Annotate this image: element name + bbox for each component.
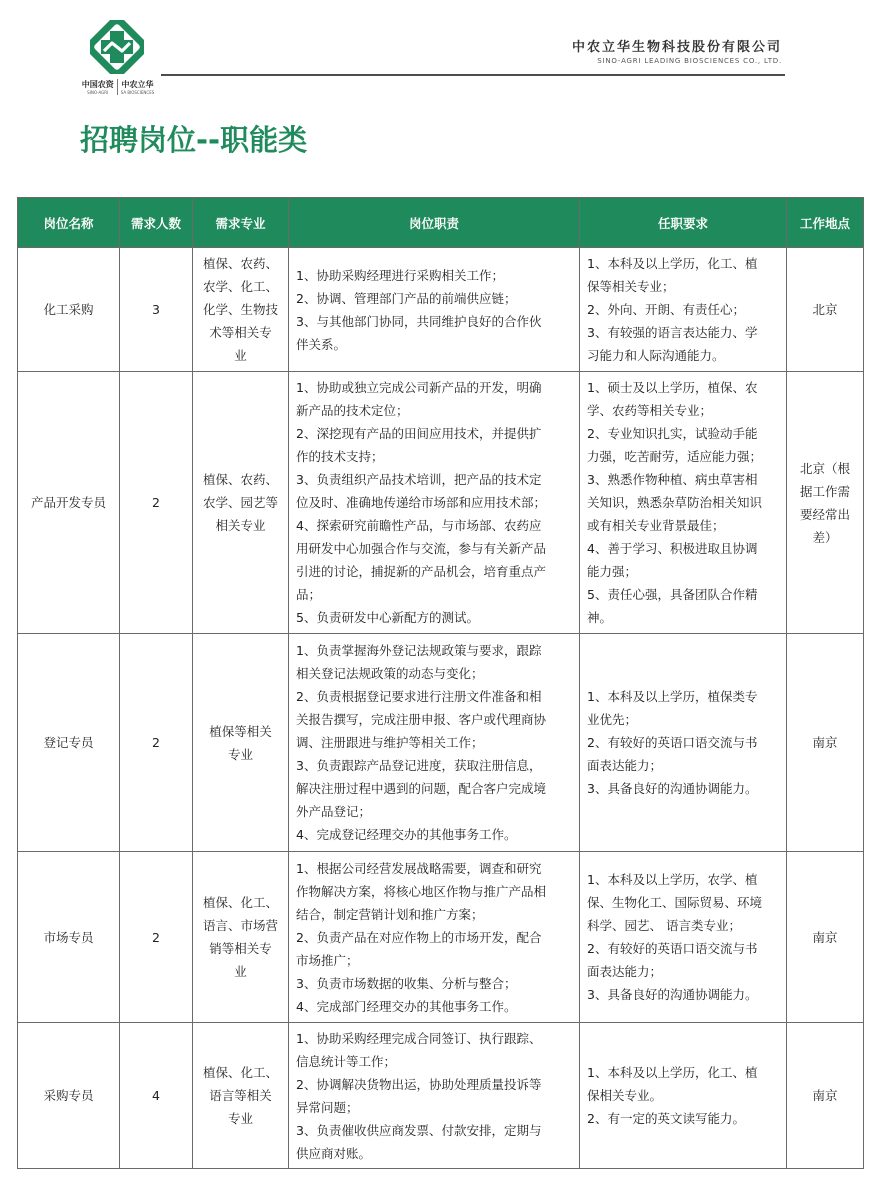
duty-line: 关报告撰写，完成注册申报、客户或代理商协 — [296, 712, 547, 727]
requirement-line: 学、农药等相关专业； — [587, 403, 713, 418]
table-row — [18, 634, 864, 852]
requirement-line: 能力强； — [587, 564, 638, 579]
requirement-line: 3、具备良好的沟通协调能力。 — [587, 781, 758, 796]
logo-en-right: SA BIOSCIENCES — [120, 89, 155, 95]
company-name-cn: 中农立华生物科技股份有限公司 — [571, 40, 782, 55]
duty-line: 用研发中心加强合作与交流，参与有关新产品 — [296, 541, 547, 556]
major-line: 化学、生物技 — [202, 302, 278, 317]
major-line: 语言等相关 — [209, 1088, 272, 1103]
location-line: 南京 — [812, 735, 838, 750]
major-line: 植保、化工、 — [202, 895, 278, 910]
header-major: 需求专业 — [193, 198, 289, 248]
page-title: 招聘岗位--职能类 — [80, 123, 308, 157]
logo-mark-icon — [90, 20, 144, 74]
header-requirements: 任职要求 — [580, 198, 787, 248]
location-line: 南京 — [812, 1088, 838, 1103]
major-line: 植保等相关 — [209, 723, 272, 739]
company-name-en: SINO-AGRI LEADING BIOSCIENCES CO., LTD. — [597, 57, 782, 65]
requirement-line: 1、本科及以上学历，化工、植 — [587, 1065, 758, 1080]
major-line: 相关专业 — [215, 518, 266, 533]
duty-line: 1、协助采购经理进行采购相关工作； — [296, 267, 504, 283]
cell-requirements — [580, 852, 787, 1023]
header-count: 需求人数 — [120, 198, 193, 248]
major-line: 植保、化工、 — [202, 1065, 278, 1080]
duty-line: 2、负责产品在对应作物上的市场开发，配合 — [296, 929, 542, 945]
requirement-line: 科学、园艺、 语言类专业； — [587, 918, 741, 933]
job-table — [17, 197, 864, 1169]
location-line: 据工作需 — [799, 483, 850, 499]
cell-count: 2 — [120, 852, 193, 1023]
requirement-line: 3、有较强的语言表达能力、学 — [587, 325, 758, 340]
duty-line: 结合，制定营销计划和推广方案； — [296, 906, 484, 922]
requirement-line: 2、外向、开朗、有责任心； — [587, 302, 745, 317]
logo-en-left: SINO-AGRI — [87, 89, 109, 95]
requirement-line: 神。 — [587, 610, 613, 625]
cell-position: 化工采购 — [18, 248, 120, 372]
major-line: 销等相关专 — [209, 941, 272, 956]
requirement-line: 保、生物化工、国际贸易、环境 — [587, 895, 763, 910]
duty-line: 4、完成部门经理交办的其他事务工作。 — [296, 998, 517, 1014]
requirement-line: 1、硕士及以上学历，植保、农 — [587, 380, 758, 395]
requirement-line: 1、本科及以上学历，植保类专 — [587, 689, 758, 704]
header-position: 岗位名称 — [18, 198, 120, 248]
duty-line: 引进的讨论，捕捉新的产品机会，培育重点产 — [296, 564, 547, 579]
duty-line: 3、与其他部门协同，共同维护良好的合作伙 — [296, 313, 542, 329]
requirement-line: 业优先； — [587, 712, 638, 727]
duty-line: 3、负责跟踪产品登记进度，获取注册信息， — [296, 758, 542, 773]
cell-major — [193, 248, 289, 372]
requirement-line: 面表达能力； — [587, 758, 663, 773]
cell-duties — [289, 852, 580, 1023]
cell-count: 4 — [120, 1023, 193, 1169]
major-line: 专业 — [227, 1111, 253, 1126]
requirement-line: 2、专业知识扎实，试验动手能 — [587, 426, 758, 441]
duty-line: 解决注册过程中遇到的问题，配合客户完成境 — [296, 781, 547, 796]
duty-line: 1、协助或独立完成公司新产品的开发，明确 — [296, 380, 542, 395]
requirement-line: 或有相关专业背景最佳； — [587, 518, 725, 533]
requirement-line: 1、本科及以上学历，化工、植 — [587, 256, 758, 271]
requirement-line: 2、有较好的英语口语交流与书 — [587, 941, 758, 956]
cell-location — [787, 1023, 864, 1169]
requirement-line: 2、有较好的英语口语交流与书 — [587, 735, 758, 750]
major-line: 植保、农药、 — [202, 472, 278, 487]
duty-line: 4、探索研究前瞻性产品，与市场部、农药应 — [296, 518, 542, 533]
cell-position: 市场专员 — [18, 852, 120, 1023]
location-line: 北京（根 — [799, 460, 850, 476]
major-line: 语言、市场营 — [202, 918, 278, 933]
requirement-line: 面表达能力； — [587, 964, 663, 979]
cell-requirements — [580, 634, 787, 852]
logo-cn-right: 中农立华 — [121, 79, 154, 89]
requirement-line: 3、具备良好的沟通协调能力。 — [587, 987, 758, 1002]
company-logo — [70, 20, 166, 102]
location-line: 南京 — [812, 929, 838, 945]
duty-line: 作的技术支持； — [296, 449, 384, 464]
logo-cn-left: 中国农资 — [81, 79, 114, 89]
table-row — [18, 372, 864, 634]
cell-duties — [289, 1023, 580, 1169]
major-line: 业 — [234, 348, 247, 363]
requirement-line: 力强，吃苦耐劳，适应能力强； — [587, 449, 763, 464]
duty-line: 作物解决方案，将核心地区作物与推广产品相 — [296, 883, 547, 899]
duty-line: 市场推广； — [296, 952, 359, 968]
cell-count: 2 — [120, 634, 193, 852]
header-location: 工作地点 — [787, 198, 864, 248]
cell-location — [787, 634, 864, 852]
cell-requirements — [580, 372, 787, 634]
requirement-line: 保等相关专业； — [587, 279, 675, 294]
cell-duties — [289, 372, 580, 634]
table-row — [18, 1023, 864, 1169]
requirement-line: 关知识，熟悉杂草防治相关知识 — [587, 495, 763, 510]
cell-position: 采购专员 — [18, 1023, 120, 1169]
major-line: 植保、农药、 — [202, 256, 278, 271]
duty-line: 供应商对账。 — [296, 1145, 372, 1161]
requirement-line: 保相关专业。 — [587, 1088, 663, 1103]
cell-requirements — [580, 248, 787, 372]
cell-requirements — [580, 1023, 787, 1169]
cell-major — [193, 1023, 289, 1169]
duty-line: 位及时、准确地传递给市场部和应用技术部； — [296, 495, 547, 510]
cell-location — [787, 852, 864, 1023]
major-line: 农学、化工、 — [202, 279, 278, 294]
requirement-line: 习能力和人际沟通能力。 — [587, 348, 725, 363]
location-line: 要经常出 — [799, 506, 850, 522]
duty-line: 2、协调解决货物出运，协助处理质量投诉等 — [296, 1076, 542, 1092]
logo-wordmark — [70, 76, 166, 98]
cell-count: 2 — [120, 372, 193, 634]
cell-duties — [289, 248, 580, 372]
major-line: 农学、园艺等 — [202, 495, 278, 510]
table-header-row — [18, 198, 864, 248]
cell-position: 登记专员 — [18, 634, 120, 852]
cell-major — [193, 852, 289, 1023]
duty-line: 新产品的技术定位； — [296, 403, 409, 418]
requirement-line: 5、责任心强，具备团队合作精 — [587, 587, 758, 602]
cell-location — [787, 372, 864, 634]
company-name-block — [572, 40, 782, 66]
major-line: 专业 — [227, 746, 253, 762]
duty-line: 信息统计等工作； — [296, 1053, 397, 1069]
location-line: 差） — [812, 529, 838, 545]
duty-line: 4、完成登记经理交办的其他事务工作。 — [296, 827, 517, 842]
logo-separator — [117, 79, 118, 95]
duty-line: 3、负责市场数据的收集、分析与整合； — [296, 975, 517, 991]
cell-position: 产品开发专员 — [18, 372, 120, 634]
duty-line: 3、负责组织产品技术培训，把产品的技术定 — [296, 472, 542, 487]
duty-line: 2、深挖现有产品的田间应用技术，并提供扩 — [296, 426, 542, 441]
cell-major — [193, 372, 289, 634]
table-row — [18, 852, 864, 1023]
duty-line: 相关登记法规政策的动态与变化； — [296, 666, 484, 681]
cell-count: 3 — [120, 248, 193, 372]
major-line: 业 — [234, 964, 247, 979]
job-table-container — [17, 197, 863, 1169]
duty-line: 外产品登记； — [296, 804, 372, 819]
table-row — [18, 248, 864, 372]
location-line: 北京 — [812, 302, 838, 317]
duty-line: 2、协调、管理部门产品的前端供应链； — [296, 290, 517, 306]
duty-line: 1、负责掌握海外登记法规政策与要求，跟踪 — [296, 643, 542, 658]
duty-line: 2、负责根据登记要求进行注册文件准备和相 — [296, 689, 542, 704]
requirement-line: 2、有一定的英文读写能力。 — [587, 1111, 745, 1126]
header-duties: 岗位职责 — [289, 198, 580, 248]
cell-duties — [289, 634, 580, 852]
major-line: 术等相关专 — [209, 325, 272, 340]
table-body — [18, 248, 864, 1169]
cell-location — [787, 248, 864, 372]
requirement-line: 1、本科及以上学历，农学、植 — [587, 872, 758, 887]
duty-line: 5、负责研发中心新配方的测试。 — [296, 610, 479, 625]
duty-line: 1、根据公司经营发展战略需要，调查和研究 — [296, 860, 542, 876]
requirement-line: 4、善于学习、积极进取且协调 — [587, 541, 758, 556]
header-divider — [161, 74, 785, 76]
duty-line: 3、负责催收供应商发票、付款安排，定期与 — [296, 1122, 542, 1138]
duty-line: 品； — [296, 587, 322, 602]
duty-line: 调、注册跟进与维护等相关工作； — [296, 735, 484, 750]
cell-major — [193, 634, 289, 852]
duty-line: 异常问题； — [296, 1099, 359, 1115]
requirement-line: 3、熟悉作物种植、病虫草害相 — [587, 472, 758, 487]
duty-line: 1、协助采购经理完成合同签订、执行跟踪、 — [296, 1030, 542, 1046]
duty-line: 伴关系。 — [296, 336, 347, 352]
